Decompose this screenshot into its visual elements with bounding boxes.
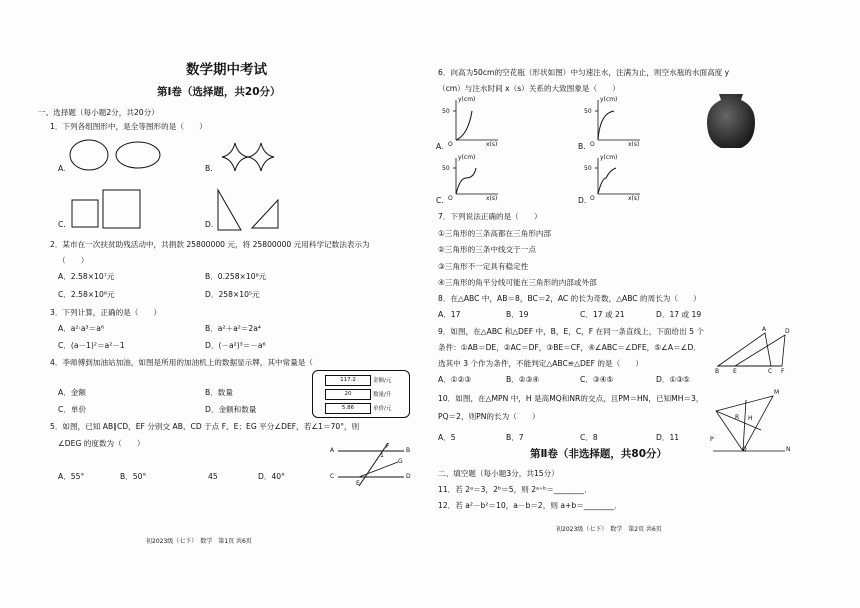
q1-opt-c: C. [58, 220, 66, 229]
q2-opt-a: A．2.58×10⁷元 [58, 272, 115, 281]
q9-text-line3: 选其中 3 个作为条件，不能判定△ABC≌△DEF 的是（ ） [438, 359, 643, 368]
graph-c-ylabel: y(cm) [458, 154, 476, 161]
q9-opt-b: B．②③④ [506, 375, 540, 384]
graph-d [595, 158, 640, 194]
part1-heading: 第Ⅰ卷（选择题，共20分） [157, 86, 281, 98]
graph-b-xlabel: x(s) [628, 141, 640, 148]
q10-label-m: M [774, 389, 780, 396]
graph-c-origin: O [448, 195, 453, 202]
q10-opt-b: B．7 [506, 433, 524, 442]
q7-item-3: ③三角形不一定具有稳定性 [438, 262, 529, 271]
q2-text-line1: 2．某市在一次扶贫助残活动中，共捐款 25800000 元，将 25800000 元用科学记数法表示为 [50, 240, 370, 249]
q10-figure [713, 396, 785, 451]
graph-a-origin: O [448, 141, 453, 148]
graph-a-curve [456, 111, 472, 140]
q10-label-n: N [786, 446, 791, 453]
q1-opt-b: B. [205, 164, 213, 173]
q10-opt-a: A．5 [438, 433, 456, 442]
fuel-price-unit: 单价/元 [373, 406, 392, 412]
graph-b-origin: O [590, 141, 595, 148]
q5-label-f: F [386, 443, 390, 450]
vase-image [703, 92, 759, 150]
q10-opt-d: D．11 [656, 433, 680, 442]
q9-text-line1: 9．如图，在△ABC 和△DEF 中，B，E，C，F 在同一条直线上，下面给出 5 个 [438, 327, 704, 336]
q5-label-c: C [330, 473, 335, 480]
q11-text: 11．若 2ᵃ＝3，2ᵇ＝5，则 2ᵃ⁺ᵇ＝________． [438, 485, 592, 494]
q3-opt-a: A．a²·a³＝a⁶ [58, 324, 104, 333]
q8-opt-d: D．17 或 19 [656, 310, 702, 319]
q3-opt-d: D．(－a²)³＝－a⁶ [205, 341, 266, 350]
q5-opt-a: A．55° [58, 472, 85, 481]
q9-label-a: A [762, 326, 767, 333]
part2-heading: 第Ⅱ卷（非选择题，共80分） [530, 448, 668, 460]
q3-opt-c: C．(a－1)²＝a²－1 [58, 341, 125, 350]
graph-a-ylabel: y(cm) [458, 96, 476, 103]
fuel-display-board [312, 370, 410, 418]
q1-ellipse-2 [116, 142, 160, 168]
graph-c-tick: 50 [442, 165, 450, 172]
q4-opt-b: B．数量 [205, 388, 233, 397]
q9-label-b: B [715, 368, 720, 375]
q5-label-a: A [330, 447, 335, 454]
right-page [430, 0, 860, 608]
q6-opt-c: C. [436, 196, 444, 205]
q6-opt-b: B. [578, 142, 586, 151]
q10-label-q: Q [742, 446, 747, 453]
graph-d-xlabel: x(s) [628, 195, 640, 202]
graph-c-xlabel: x(s) [486, 195, 498, 202]
q6-graphs [430, 0, 860, 608]
q9-label-e: E [733, 368, 737, 375]
q9-opt-c: C．③④⑤ [580, 375, 614, 384]
section2-heading: 二、填空题（每小题3分，共15分） [438, 469, 559, 478]
graph-d-curve [598, 168, 616, 194]
q4-text: 4．李师傅到加油站加油，如图是所用的加油机上的数据显示牌，其中常量是（ [50, 358, 314, 367]
q1-opt-a: A. [58, 164, 66, 173]
q2-text-line2: （ ） [58, 256, 89, 265]
q9-label-f: F [781, 368, 785, 375]
left-footer: 初2023级（七下） 数学 第1页 共6页 [146, 538, 252, 545]
q5-label-d: D [406, 473, 411, 480]
graph-b-tick: 50 [584, 108, 592, 115]
graph-b-curve [598, 111, 614, 140]
q9-opt-a: A．①②③ [438, 375, 472, 384]
graph-c [453, 158, 498, 194]
q5-label-g: G [398, 458, 403, 465]
graph-c-curve [456, 168, 476, 194]
graph-d-tick: 50 [584, 165, 592, 172]
q2-opt-b: B．0.258×10⁸元 [205, 272, 267, 281]
q10-label-r: R [735, 414, 740, 421]
q1-text: 1．下列各组图形中，是全等图形的是（ ） [50, 122, 207, 131]
q12-text: 12．若 a²－b²＝10，a－b＝2，则 a+b＝________． [438, 501, 622, 510]
q2-opt-c: C．2.58×10⁶元 [58, 290, 115, 299]
q5-label-e: E [356, 480, 360, 487]
q8-text: 8．在△ABC 中，AB＝8，BC＝2，AC 的长为奇数，△ABC 的周长为（ ） [438, 294, 701, 303]
q1-opt-d: D. [205, 220, 214, 229]
q1-triangle-2 [252, 200, 278, 228]
q3-opt-b: B．a²＋a²＝2a⁴ [205, 324, 261, 333]
q8-opt-c: C．17 或 21 [580, 310, 625, 319]
q5-label-1: 1 [380, 452, 384, 459]
q5-line-ef [359, 443, 388, 486]
q8-opt-a: A．17 [438, 310, 461, 319]
fuel-price-value: 5.86 [325, 403, 371, 414]
q1-triangle-1 [218, 190, 241, 230]
q5-opt-b: B．50° [120, 472, 147, 481]
exam-title: 数学期中考试 [186, 62, 267, 78]
q8-opt-b: B．19 [506, 310, 529, 319]
q10-text-line1: 10．如图，在△MPN 中，H 是高MQ和NR的交点，且PM＝HN，已知MH＝3， [438, 394, 704, 403]
q3-text: 3．下列计算，正确的是（ ） [50, 308, 162, 317]
q10-opt-c: C．8 [580, 433, 598, 442]
q5-line-eg [359, 462, 398, 477]
q1-star-1 [222, 143, 248, 171]
q1-square-1 [72, 200, 98, 227]
fuel-quantity-value: 20 [325, 389, 371, 400]
graph-b [595, 100, 640, 140]
q5-opt-d: D．40° [258, 472, 285, 481]
q7-item-2: ②三角形的三条中线交于一点 [438, 245, 536, 254]
q6-text-line2: （cm）与注水时间 x（s）关系的大致图象是（ ） [438, 84, 620, 93]
q7-item-1: ①三角形的三条高都在三角形内部 [438, 229, 552, 238]
fuel-amount-unit: 金额/元 [373, 378, 392, 384]
q5-text-line1: 5．如图，已知 AB∥CD，EF 分别交 AB、CD 于点 F、E；EG 平分∠DEF，若∠1＝70°，则 [50, 422, 360, 431]
q10-label-h: H [748, 415, 753, 422]
graph-d-origin: O [590, 195, 595, 202]
q1-star-2 [248, 143, 274, 171]
graph-d-ylabel: y(cm) [600, 154, 618, 161]
q4-opt-d: D．金额和数量 [205, 405, 257, 414]
q9-figure [717, 333, 785, 366]
q7-text: 7．下列说法正确的是（ ） [438, 212, 542, 221]
q6-opt-d: D. [578, 196, 587, 205]
q5-label-b: B [406, 447, 411, 454]
q9-label-c: C [768, 368, 773, 375]
q4-opt-c: C．单价 [58, 405, 87, 414]
q6-opt-a: A. [436, 142, 444, 151]
graph-a [453, 100, 498, 140]
graph-a-xlabel: x(s) [486, 141, 498, 148]
q10-label-p: P [710, 436, 714, 443]
q9-opt-d: D．①③⑤ [656, 375, 690, 384]
q5-opt-c: 45 [208, 472, 218, 481]
q5-text-line2: ∠DEG 的度数为（ ） [58, 439, 145, 448]
q1-ellipse-1 [70, 140, 108, 170]
fuel-quantity-unit: 数量/升 [373, 392, 392, 398]
graph-a-tick: 50 [442, 108, 450, 115]
q10-text-line2: PQ＝2，则PN的长为（ ） [438, 412, 540, 421]
q2-opt-d: D．258×10⁵元 [205, 290, 260, 299]
q1-square-2 [103, 190, 140, 228]
q9-text-line2: 条件：①AB＝DE，②AC＝DF，③BE＝CF，④∠ABC＝∠DFE，⑤∠A＝∠D． [438, 343, 701, 352]
q7-item-4: ④三角形的角平分线可能在三角形的内部或外部 [438, 278, 597, 287]
q6-text-line1: 6．向高为50cm的空花瓶（形状如图）中匀速注水，注满为止，则空水瓶的水面高度 y [438, 68, 730, 77]
section1-heading: 一、选择题（每小题2分，共20分） [38, 108, 159, 117]
q4-opt-a: A．金额 [58, 388, 86, 397]
fuel-amount-value: 117.2 [325, 375, 371, 386]
graph-b-ylabel: y(cm) [600, 96, 618, 103]
right-footer: 初2023级（七下） 数学 第2页 共6页 [556, 526, 662, 533]
q9-label-d: D [785, 328, 790, 335]
